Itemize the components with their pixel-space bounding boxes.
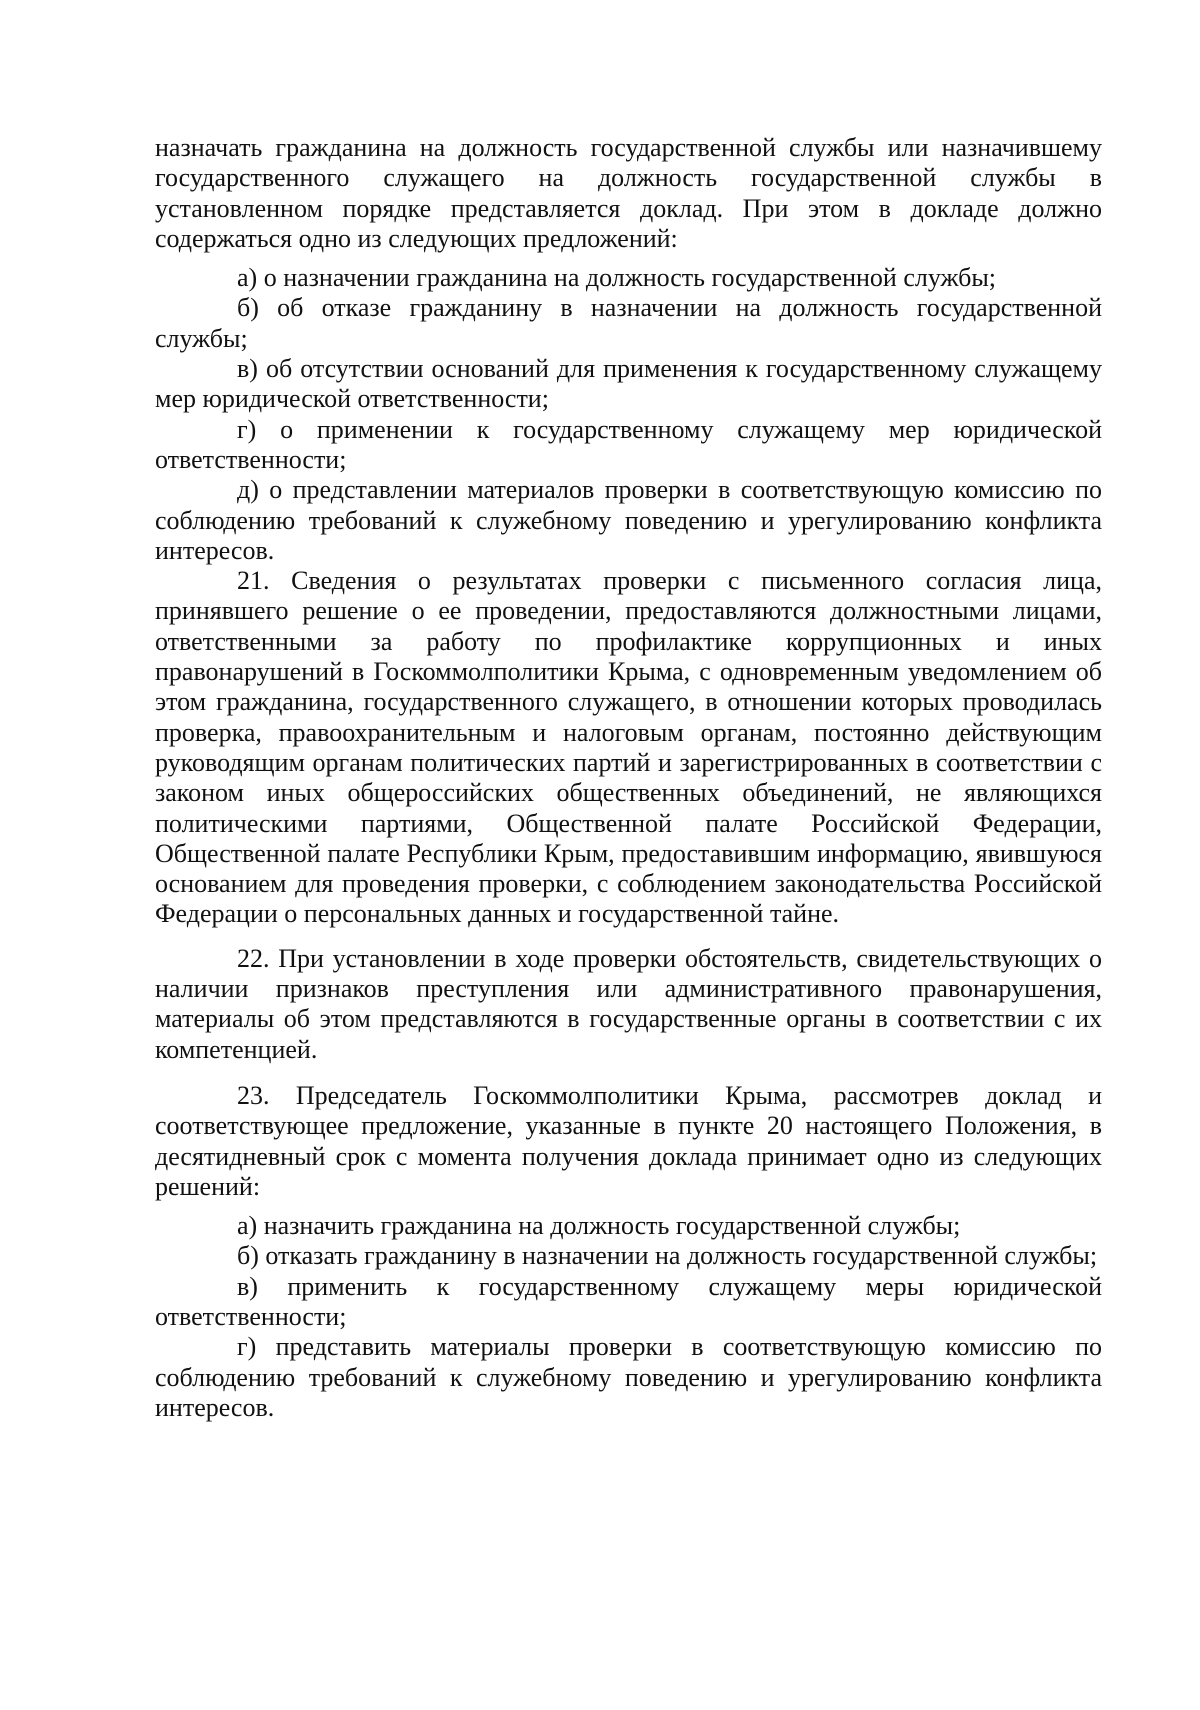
- proposal-item-d: д) о представлении материалов проверки в соответствующую комиссию по соблюдению требований к служебному поведению и урегулированию конфликта интересов.: [155, 475, 1102, 565]
- clause-23: 23. Председатель Госкоммолполитики Крыма, рассмотрев доклад и соответствующее предложение, указанные в пункте 20 настоящего Положения, в десятидневный срок с момента получения доклада принимает одно из следующих решений:: [155, 1080, 1102, 1201]
- decision-item-g: г) представить материалы проверки в соответствующую комиссию по соблюдению требований к служебному поведению и урегулированию конфликта интересов.: [155, 1332, 1102, 1422]
- proposal-item-v: в) об отсутствии оснований для применения к государственному служащему мер юридической ответственности;: [155, 354, 1102, 414]
- decision-item-b: б) отказать гражданину в назначении на должность государственной службы;: [237, 1241, 1098, 1271]
- decision-item-a: а) назначить гражданина на должность государственной службы;: [237, 1211, 961, 1241]
- clause-21: 21. Сведения о результатах проверки с письменного согласия лица, принявшего решение о ее проведении, предоставляются должностными лицами, ответственными за работу по профилактике коррупционных и иных правонарушений в Госкоммолполитики Крыма, с одновременным уведомлением об этом гражданина, государственного служащего, в отношении которых проводилась проверка, правоохранительным и налоговым органам, постоянно действующим руководящим органам политических партий и зарегистрированных в соответствии с законом иных общероссийских общественных объединений, не являющихся политическими партиями, Общественной палате Российской Федерации, Общественной палате Республики Крым, предоставившим информацию, явившуюся основанием для проведения проверки, с соблюдением законодательства Российской Федерации о персональных данных и государственной тайне.: [155, 566, 1102, 929]
- proposal-item-g: г) о применении к государственному служащему мер юридической ответственности;: [155, 414, 1102, 474]
- clause-22: 22. При установлении в ходе проверки обстоятельств, свидетельствующих о наличии признаков преступления или административного правонарушения, материалы об этом представляются в государственные органы в соответствии с их компетенцией.: [155, 943, 1102, 1064]
- paragraph-continuation: назначать гражданина на должность государственной службы или назначившему государственного служащего на должность государственной службы в установленном порядке представляется доклад. При этом в докладе должно содержаться одно из следующих предложений:: [155, 133, 1102, 253]
- decision-item-v: в) применить к государственному служащему меры юридической ответственности;: [155, 1271, 1102, 1331]
- proposal-item-a: а) о назначении гражданина на должность государственной службы;: [237, 263, 997, 293]
- document-body: [155, 133, 1102, 1423]
- proposal-item-b: б) об отказе гражданину в назначении на должность государственной службы;: [155, 293, 1102, 353]
